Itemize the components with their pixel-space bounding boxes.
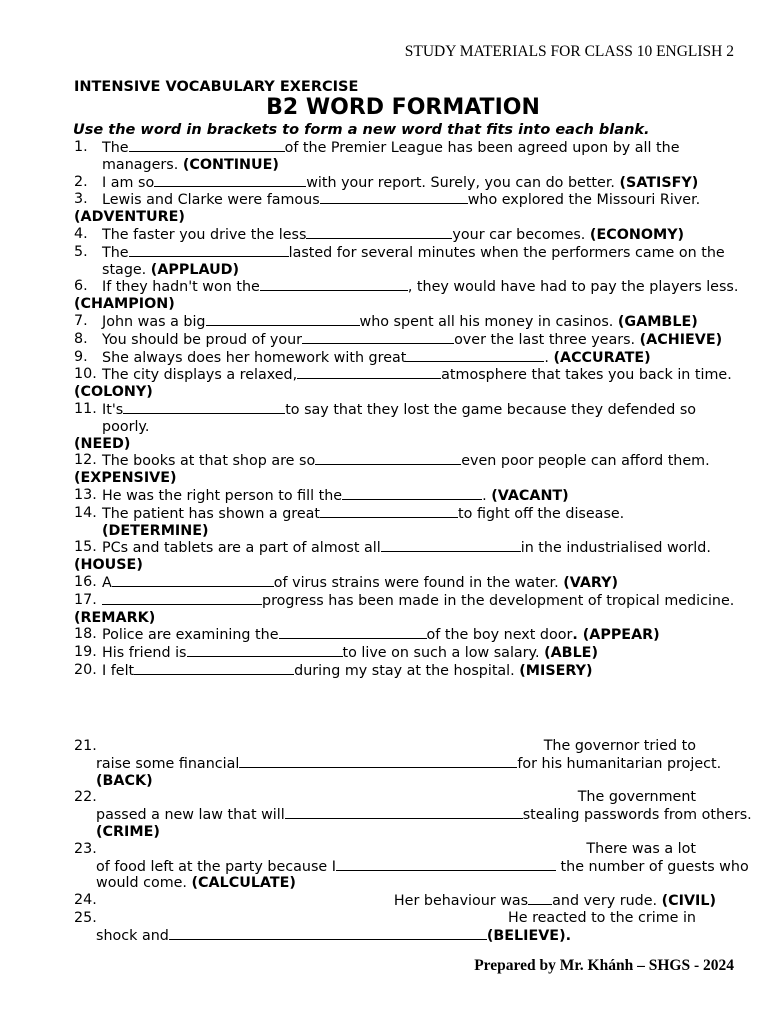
instruction: Use the word in brackets to form a new word that fits into each blank. [73, 122, 650, 138]
exercise-item-14 [74, 505, 744, 523]
item-text-end: even poor people can afford them. [461, 453, 710, 470]
item-text-end: who spent all his money in casinos. [359, 313, 614, 330]
item-text-start: of food left at the party because I [96, 858, 336, 875]
answer-blank[interactable] [285, 806, 523, 819]
item-text-start: I am so [102, 174, 155, 191]
exercise-item-9 [74, 349, 744, 367]
answer-blank[interactable] [129, 244, 289, 257]
word-cue: (CHAMPION) [74, 296, 175, 313]
word-cue: (HOUSE) [74, 557, 143, 574]
item-number: 9. [74, 348, 88, 365]
item-text-end: , they would have had to pay the players less. [407, 279, 739, 296]
prepared-by: Prepared by Mr. Khánh – SHGS - 2024 [474, 957, 734, 974]
item-number: 2. [74, 173, 88, 190]
exercise-item-18 [74, 626, 744, 644]
exercise-item-23 [74, 841, 754, 892]
word-cue: (CIVIL) [661, 893, 716, 910]
exercise-item-7 [74, 313, 744, 331]
item-text-start: The books at that shop are so [102, 453, 316, 470]
exercise-list-1-20 [74, 139, 744, 680]
answer-blank[interactable] [239, 755, 517, 768]
answer-blank[interactable] [123, 401, 285, 414]
exercise-list-21-25 [74, 738, 754, 945]
item-number: 23. [74, 840, 97, 857]
item-text-end: to say that they lost the game because they defended so poorly. [102, 401, 697, 435]
item-text-start: PCs and tablets are a part of almost all [102, 540, 381, 557]
item-text-end: . [544, 349, 549, 366]
word-cue: (BELIEVE). [486, 927, 572, 944]
answer-blank[interactable] [102, 592, 262, 605]
word-cue: (CALCULATE) [191, 875, 296, 892]
answer-blank[interactable] [154, 174, 306, 187]
item-text-start: She always does her homework with great [102, 349, 407, 366]
item-text-start: He was the right person to fill the [102, 487, 343, 504]
item-number: 24. [74, 892, 97, 909]
exercise-item-12 [74, 452, 744, 470]
word-cue: (SATISFY) [619, 174, 699, 191]
section-label: INTENSIVE VOCABULARY EXERCISE [74, 79, 359, 95]
item-text-start: The [102, 244, 129, 261]
word-cue: . (APPEAR) [572, 627, 660, 644]
exercise-item-1 [74, 139, 744, 174]
exercise-item-13 [74, 487, 744, 505]
item-lead-text: Her behaviour was [393, 893, 529, 910]
answer-blank[interactable] [406, 349, 544, 362]
item-number: 4. [74, 225, 88, 242]
exercise-item-6 [74, 278, 744, 296]
worksheet-title: B2 WORD FORMATION [266, 95, 540, 120]
answer-blank[interactable] [320, 191, 468, 204]
item-number: 15. [74, 539, 97, 556]
item-number: 16. [74, 573, 97, 590]
item-number: 8. [74, 330, 88, 347]
item-text-start: It's [102, 401, 124, 418]
answer-blank[interactable] [315, 452, 461, 465]
item-text-end: who explored the Missouri River. [467, 192, 701, 209]
word-cue: (CONTINUE) [182, 156, 279, 173]
answer-blank[interactable] [187, 644, 343, 657]
exercise-item-5 [74, 244, 744, 279]
exercise-item-3 [74, 191, 744, 209]
item-text-start: If they hadn't won the [102, 279, 260, 296]
item-text-end: atmosphere that takes you back in time. [441, 367, 732, 384]
word-cue: (NEED) [74, 435, 131, 452]
word-cue: (DETERMINE) [102, 522, 209, 539]
word-cue: (BACK) [96, 772, 153, 789]
item-text-end: over the last three years. [454, 331, 636, 348]
course-header: STUDY MATERIALS FOR CLASS 10 ENGLISH 2 [404, 43, 734, 60]
item-text-end: your car becomes. [452, 226, 586, 243]
word-cue: (GAMBLE) [617, 313, 698, 330]
item-text-end: for his humanitarian project. [517, 755, 722, 772]
item-text-end: lasted for several minutes when the performers came on the stage. [102, 244, 725, 278]
item-lead-text: There was a lot [586, 840, 696, 857]
answer-blank[interactable] [528, 892, 552, 905]
item-number: 20. [74, 661, 97, 678]
item-lead-text: The government [577, 789, 696, 806]
item-text-end: to fight off the disease. [458, 505, 625, 522]
item-number: 12. [74, 452, 97, 469]
item-number: 1. [74, 139, 88, 155]
item-text-end: and very rude. [552, 893, 658, 910]
answer-blank[interactable] [381, 539, 521, 552]
item-number: 11. [74, 400, 97, 417]
word-cue: (EXPENSIVE) [74, 470, 177, 487]
item-number: 14. [74, 504, 97, 521]
item-number: 5. [74, 243, 88, 260]
item-number: 6. [74, 278, 88, 295]
exercise-item-25 [74, 910, 754, 945]
item-number: 19. [74, 644, 97, 661]
item-text-start: The faster you drive the less [102, 226, 307, 243]
item-text-start: His friend is [102, 645, 187, 662]
answer-blank[interactable] [342, 487, 482, 500]
exercise-item-19 [74, 644, 744, 662]
exercise-item-11 [74, 401, 744, 436]
exercise-item-21 [74, 738, 754, 789]
item-text-end: . [482, 487, 487, 504]
answer-blank[interactable] [112, 574, 274, 587]
item-text-start: raise some financial [96, 755, 240, 772]
exercise-item-22 [74, 789, 754, 840]
word-cue: (REMARK) [74, 609, 156, 626]
word-cue: (ECONOMY) [589, 226, 685, 243]
item-text-start: You should be proud of your [102, 331, 303, 348]
answer-blank[interactable] [206, 313, 360, 326]
item-text-end: of the boy next door [426, 627, 573, 644]
item-number: 7. [74, 312, 88, 329]
word-cue: (COLONY) [74, 384, 153, 401]
answer-blank[interactable] [134, 662, 294, 675]
item-text-end: the number of guests who would come. [96, 858, 749, 892]
item-text-start: The city displays a relaxed, [102, 367, 298, 384]
item-text-start: Police are examining the [102, 627, 279, 644]
item-text-end: progress has been made in the development of tropical medicine. [262, 592, 735, 609]
answer-blank[interactable] [306, 226, 452, 239]
item-number: 21. [74, 738, 97, 754]
item-text-start: I felt [102, 662, 135, 679]
exercise-item-10 [74, 366, 744, 384]
word-cue: (VARY) [563, 574, 619, 591]
word-cue: (ACHIEVE) [639, 331, 723, 348]
item-text-end: with your report. Surely, you can do better. [306, 174, 615, 191]
answer-blank[interactable] [279, 626, 427, 639]
item-number: 3. [74, 191, 88, 208]
item-text-end: stealing passwords from others. [522, 807, 752, 824]
item-number: 25. [74, 909, 97, 926]
item-text-end: of virus strains were found in the water. [273, 574, 559, 591]
answer-blank[interactable] [260, 278, 408, 291]
item-text-start: shock and [96, 927, 169, 944]
item-lead-text: He reacted to the crime in [507, 909, 696, 926]
item-number: 22. [74, 789, 97, 806]
answer-blank[interactable] [169, 927, 487, 940]
item-text-end: during my stay at the hospital. [294, 662, 515, 679]
item-number: 13. [74, 486, 97, 503]
answer-blank[interactable] [336, 858, 556, 871]
word-cue: (MISERY) [519, 662, 593, 679]
item-text-end: to live on such a low salary. [342, 645, 540, 662]
exercise-item-8 [74, 331, 744, 349]
item-text-start: John was a big [102, 313, 206, 330]
item-text-start: A [102, 574, 112, 591]
item-text-end: of the Premier League has been agreed upon by all the managers. [102, 140, 680, 173]
item-text-start: The [102, 140, 129, 156]
item-number: 18. [74, 626, 97, 643]
word-cue: (ABLE) [544, 645, 598, 662]
answer-blank[interactable] [320, 505, 458, 518]
exercise-item-17 [74, 592, 744, 610]
item-number: 10. [74, 366, 97, 383]
item-number: 17. [74, 591, 97, 608]
exercise-item-24 [74, 892, 754, 910]
answer-blank[interactable] [297, 366, 441, 379]
exercise-item-16 [74, 574, 744, 592]
word-cue: (ACCURATE) [553, 349, 651, 366]
exercise-item-2 [74, 174, 744, 192]
item-text-start: passed a new law that will [96, 807, 285, 824]
item-text-start: The patient has shown a great [102, 505, 321, 522]
word-cue: (APPLAUD) [150, 261, 240, 278]
answer-blank[interactable] [129, 139, 285, 152]
exercise-item-20 [74, 662, 744, 680]
answer-blank[interactable] [302, 331, 454, 344]
item-text-end: in the industrialised world. [520, 540, 711, 557]
item-lead-text: The governor tried to [543, 738, 696, 754]
exercise-item-15 [74, 539, 744, 557]
word-cue: (VACANT) [491, 487, 569, 504]
word-cue: (CRIME) [96, 823, 160, 840]
item-text-start: Lewis and Clarke were famous [102, 192, 320, 209]
word-cue: (ADVENTURE) [74, 209, 185, 226]
exercise-item-4 [74, 226, 744, 244]
